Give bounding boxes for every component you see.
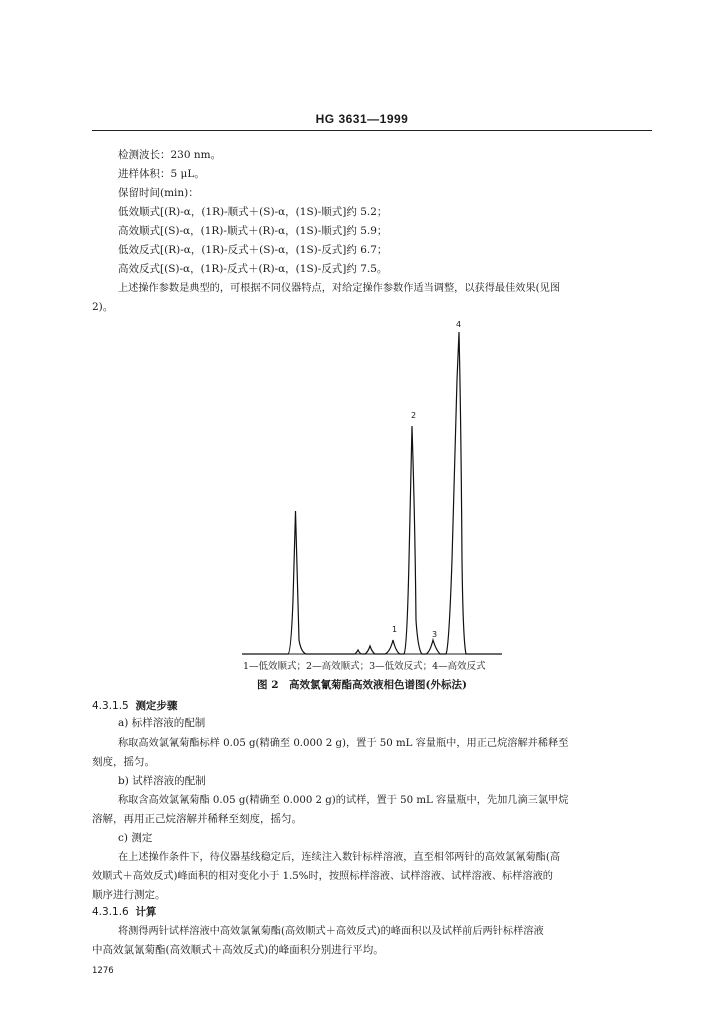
calc-text-2: 中高效氯氰菊酯(高效顺式＋高效反式)的峰面积分别进行平均。 [92,944,384,956]
figure-legend: 1—低效顺式；2—高效顺式；3—低效反式；4—高效反式 [243,661,486,672]
param-retention-time: 保留时间(min)： [118,187,199,199]
step-c-text-3: 顺序进行测定。 [92,889,166,901]
step-a-text-2: 刻度，摇匀。 [92,756,155,768]
peak-label-2: 2 [411,411,417,420]
step-b-text-2: 溶解，再用正己烷溶解并稀释至刻度，摇匀。 [92,813,302,825]
peak-label-1: 1 [392,625,398,634]
chromatogram-trace [242,332,502,654]
note-line-2: 2)。 [92,301,114,313]
section-number: 4.3.1.5 [92,700,129,712]
section-title: 测定步骤 [135,700,178,712]
param-low-cis: 低效顺式[(R)-α，(1R)-顺式＋(S)-α，(1S)-顺式]约 5.2； [118,206,388,218]
section-4-3-1-5-heading [92,698,177,713]
figure-caption: 图 2 高效氯氰菊酯高效液相色谱图(外标法) [257,679,467,691]
step-c-text-1: 在上述操作条件下，待仪器基线稳定后，连续注入数针标样溶液，直至相邻两针的高效氯氰菊酯(高 [118,852,561,863]
note-line-1: 上述操作参数是典型的，可根据不同仪器特点，对给定操作参数作适当调整，以获得最佳效果(见图 [118,283,561,294]
calc-text-1: 将测得两针试样溶液中高效氯氰菊酯(高效顺式＋高效反式)的峰面积以及试样前后两针标样溶液 [118,926,544,937]
step-c-text-2: 效顺式＋高效反式)峰面积的相对变化小于 1.5%时，按照标样溶液、试样溶液、试样溶液、标样溶液的 [92,871,553,882]
standard-code: HG 3631—1999 [315,112,409,126]
param-high-trans: 高效反式[(S)-α，(1R)-反式＋(R)-α，(1S)-反式]约 7.5。 [118,263,388,275]
param-wavelength: 检测波长：230 nm。 [118,149,222,161]
peak-label-3: 3 [432,630,438,639]
step-b-label: b) 试样溶液的配制 [118,775,206,787]
param-high-cis: 高效顺式[(S)-α，(1R)-顺式＋(R)-α，(1S)-顺式]约 5.9； [118,225,388,237]
step-a-text-1: 称取高效氯氰菊酯标样 0.05 g(精确至 0.000 2 g)，置于 50 mL 容量瓶中，用正己烷溶解并稀释至 [118,738,569,749]
step-a-label: a) 标样溶液的配制 [118,717,206,729]
step-c-label: c) 测定 [118,832,153,844]
peak-label-4: 4 [456,320,462,329]
section-title: 计算 [135,906,157,918]
step-b-text-1: 称取含高效氯氰菊酯 0.05 g(精确至 0.000 2 g)的试样，置于 50 mL 容量瓶中，先加几滴三氯甲烷 [118,795,569,806]
section-4-3-1-6-heading [92,904,156,919]
section-number: 4.3.1.6 [92,906,129,918]
param-injection-volume: 进样体积：5 μL。 [118,168,205,180]
page-number: 1276 [92,966,114,976]
param-low-trans: 低效反式[(R)-α，(1R)-反式＋(S)-α，(1S)-反式]约 6.7； [118,244,388,256]
